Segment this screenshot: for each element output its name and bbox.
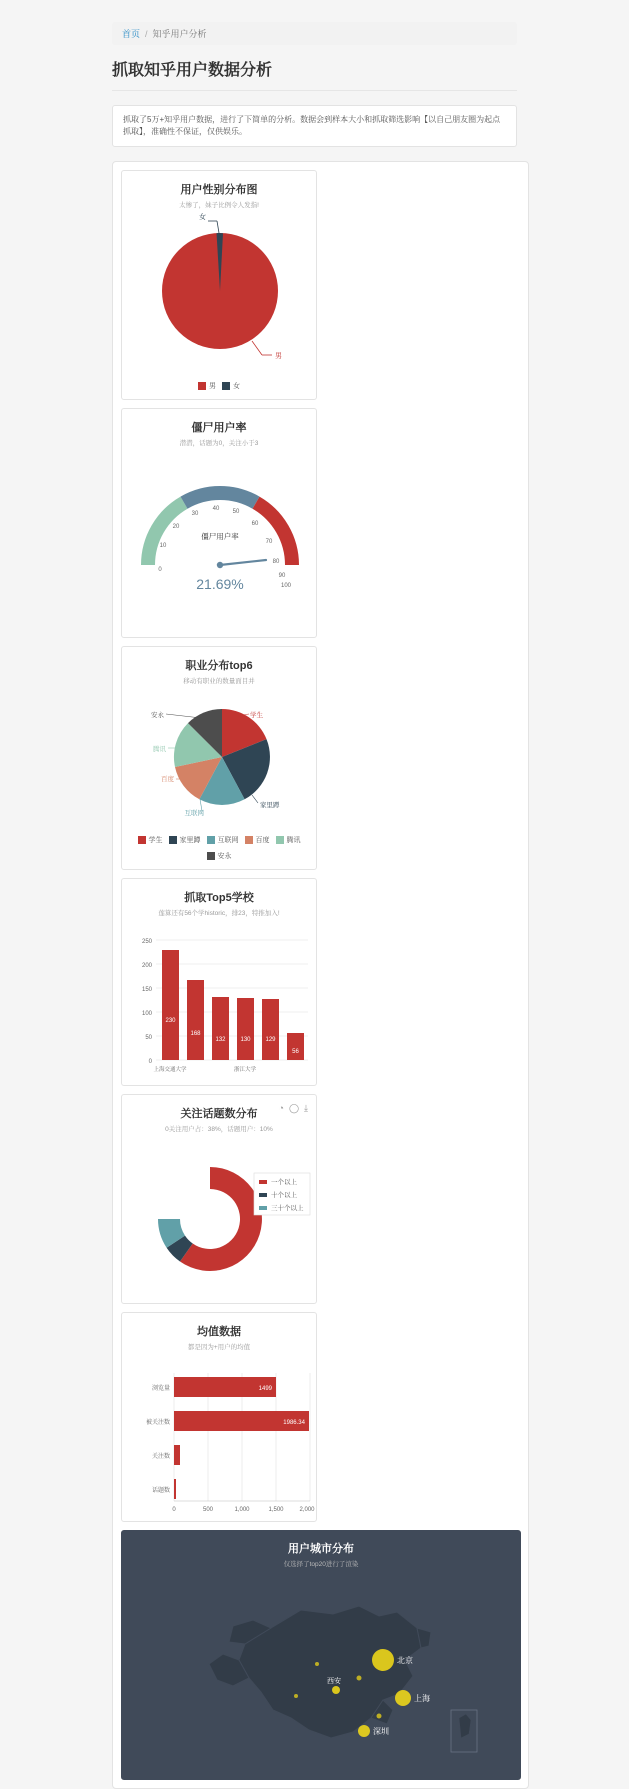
bar-label: 230: [165, 1018, 176, 1024]
svg-text:70: 70: [265, 539, 273, 545]
bar-label: 130: [240, 1037, 251, 1043]
bar-label: 168: [190, 1031, 201, 1037]
svg-text:90: 90: [278, 573, 286, 579]
svg-text:男: 男: [275, 353, 282, 360]
y-tick: 150: [141, 987, 152, 993]
svg-text:30: 30: [191, 511, 199, 517]
chart-canvas-occupation[interactable]: [122, 685, 316, 835]
breadcrumb-separator: /: [145, 29, 148, 39]
page-title: 抓取知乎用户数据分析: [112, 57, 517, 91]
info-alert: 抓取了5万+知乎用户数据，进行了下简单的分析。数据会到样本大小和抓取筛选影响【以自己朋友圈为起点抓取】，准确性不保证，仅供娱乐。: [112, 105, 517, 147]
svg-text:三十个以上: 三十个以上: [271, 1205, 304, 1212]
chart-title: 僵尸用户率: [191, 422, 247, 434]
bar-label: 132: [215, 1037, 226, 1043]
chart-title: 用户城市分布: [288, 1543, 354, 1555]
chart-canvas-schools[interactable]: [122, 917, 316, 1085]
bar-label: 1499: [258, 1386, 272, 1392]
city-marker: [294, 1694, 298, 1698]
legend-label: 男: [209, 383, 216, 390]
legend-box: [254, 1173, 310, 1215]
charts-grid: [121, 170, 520, 1780]
x-tick: 浙江大学: [233, 1067, 257, 1073]
bar-label: 56: [292, 1049, 299, 1055]
chart-card-schools: [121, 878, 317, 1086]
x-tick: 1,000: [234, 1507, 250, 1513]
chart-toolbox[interactable]: [279, 1104, 309, 1113]
svg-text:50: 50: [232, 509, 240, 515]
legend-label: 腾讯: [286, 837, 301, 844]
y-tick: 关注数: [151, 1454, 170, 1460]
y-tick: 50: [145, 1035, 152, 1041]
city-marker: [377, 1714, 382, 1719]
legend-swatch-icon: [222, 382, 230, 390]
svg-text:学生: 学生: [250, 712, 263, 719]
chart-canvas-gender[interactable]: [122, 209, 316, 381]
chart-card-occupation: [121, 646, 317, 870]
svg-text:一个以上: 一个以上: [271, 1179, 297, 1186]
city-marker: [315, 1662, 319, 1666]
y-tick: 0: [148, 1059, 152, 1065]
bar-label: 129: [265, 1037, 276, 1043]
legend-label: 家里蹲: [179, 837, 201, 844]
chart-subtitle: 潜潜，话题为0，关注小于3: [179, 440, 259, 447]
city-label: 上海: [414, 1694, 430, 1703]
svg-text:0: 0: [158, 567, 162, 573]
legend-item[interactable]: [138, 835, 163, 845]
chart-canvas-map[interactable]: [121, 1568, 521, 1774]
city-marker: [372, 1649, 394, 1671]
legend-swatch-icon: [198, 382, 206, 390]
svg-text:安永: 安永: [151, 712, 164, 719]
legend-item[interactable]: [276, 835, 301, 845]
y-tick: 被关注数: [145, 1420, 170, 1426]
legend-swatch-icon: [207, 852, 215, 860]
chart-card-zombie-rate: [121, 408, 317, 638]
svg-text:10: 10: [159, 543, 167, 549]
page-root: [0, 22, 629, 1789]
city-marker: [358, 1725, 370, 1737]
city-label: 深圳: [373, 1727, 389, 1736]
chart-legend-gender[interactable]: [122, 381, 316, 399]
legend-swatch-icon: [169, 836, 177, 844]
legend-label: 女: [233, 383, 240, 390]
legend-item[interactable]: [222, 381, 240, 391]
breadcrumb-current: 知乎用户分析: [152, 29, 207, 39]
chart-canvas-topics[interactable]: [122, 1133, 316, 1303]
x-tick: 0: [172, 1507, 176, 1513]
breadcrumb: [112, 22, 517, 45]
svg-text:腾讯: 腾讯: [153, 746, 166, 753]
charts-panel: [112, 161, 529, 1789]
y-tick: 250: [141, 939, 152, 945]
legend-swatch-icon: [276, 836, 284, 844]
y-tick: 200: [141, 963, 152, 969]
svg-text:女: 女: [199, 214, 206, 221]
download-icon[interactable]: ⤓: [304, 1103, 308, 1113]
chart-subtitle: 太惨了，妹子比例令人发指!: [179, 202, 259, 209]
city-marker: [332, 1686, 340, 1694]
city-label: 西安: [327, 1678, 341, 1685]
svg-text:百度: 百度: [161, 776, 174, 783]
city-marker: [357, 1676, 362, 1681]
chart-card-gender: [121, 170, 317, 400]
legend-swatch-icon: [207, 836, 215, 844]
legend-item[interactable]: [207, 835, 239, 845]
svg-text:互联网: 互联网: [184, 810, 204, 817]
legend-label: 安永: [217, 853, 232, 860]
ring-toggle-icon[interactable]: ◯: [288, 1103, 300, 1113]
chart-card-city-map: [121, 1530, 521, 1780]
legend-label: 学生: [148, 837, 163, 844]
svg-text:家里蹲: 家里蹲: [260, 802, 280, 809]
legend-swatch-icon: [245, 836, 253, 844]
chart-subtitle: 莲算还有56个学historic，排23，特推加入!: [158, 910, 280, 917]
y-tick: 100: [141, 1011, 152, 1017]
city-label: 北京: [397, 1656, 413, 1665]
chart-subtitle: 仅选择了top20进行了渲染: [283, 1561, 359, 1568]
legend-item[interactable]: [207, 851, 232, 861]
x-tick: 上海交通大学: [153, 1067, 187, 1073]
svg-text:60: 60: [251, 521, 259, 527]
y-tick: 话题数: [151, 1488, 170, 1494]
chart-title: 关注话题数分布: [180, 1108, 258, 1120]
legend-label: 百度: [255, 837, 270, 844]
legend-item[interactable]: [245, 835, 270, 845]
chart-card-means: [121, 1312, 317, 1522]
svg-text:40: 40: [212, 506, 220, 512]
x-tick: 500: [202, 1507, 214, 1513]
legend-item[interactable]: [198, 381, 216, 391]
gauge-label: 僵尸用户率: [201, 532, 239, 541]
bar-label: 1986.34: [283, 1420, 305, 1426]
y-tick: 浏览量: [151, 1386, 170, 1392]
legend-item[interactable]: [169, 835, 201, 845]
legend-swatch-icon: [138, 836, 146, 844]
chart-card-topics: [121, 1094, 317, 1304]
chart-canvas-means[interactable]: [122, 1351, 316, 1521]
legend-label: 互联网: [217, 837, 239, 844]
x-tick: 1,500: [268, 1507, 284, 1513]
chart-title: 职业分布top6: [185, 660, 253, 672]
pie-toggle-icon[interactable]: ◔: [278, 1103, 284, 1113]
breadcrumb-home[interactable]: 首页: [122, 29, 141, 39]
svg-text:20: 20: [172, 524, 180, 530]
gauge-value: 21.69%: [196, 576, 244, 592]
chart-subtitle: 0关注用户占：38%，话题用户：10%: [165, 1126, 273, 1133]
chart-title: 均值数据: [197, 1326, 241, 1338]
x-tick: 2,000: [299, 1507, 315, 1513]
chart-subtitle: 都是因为+用户的均值: [187, 1344, 251, 1351]
svg-text:十个以上: 十个以上: [271, 1192, 297, 1199]
chart-title: 抓取Top5学校: [184, 892, 254, 904]
svg-text:80: 80: [272, 559, 280, 565]
svg-text:100: 100: [280, 583, 292, 589]
chart-title: 用户性别分布图: [180, 184, 258, 196]
chart-legend-occupation[interactable]: [122, 835, 316, 869]
city-marker: [395, 1690, 411, 1706]
chart-canvas-gauge[interactable]: [122, 447, 316, 619]
chart-subtitle: 移动有职业的数量面目并: [183, 678, 255, 685]
